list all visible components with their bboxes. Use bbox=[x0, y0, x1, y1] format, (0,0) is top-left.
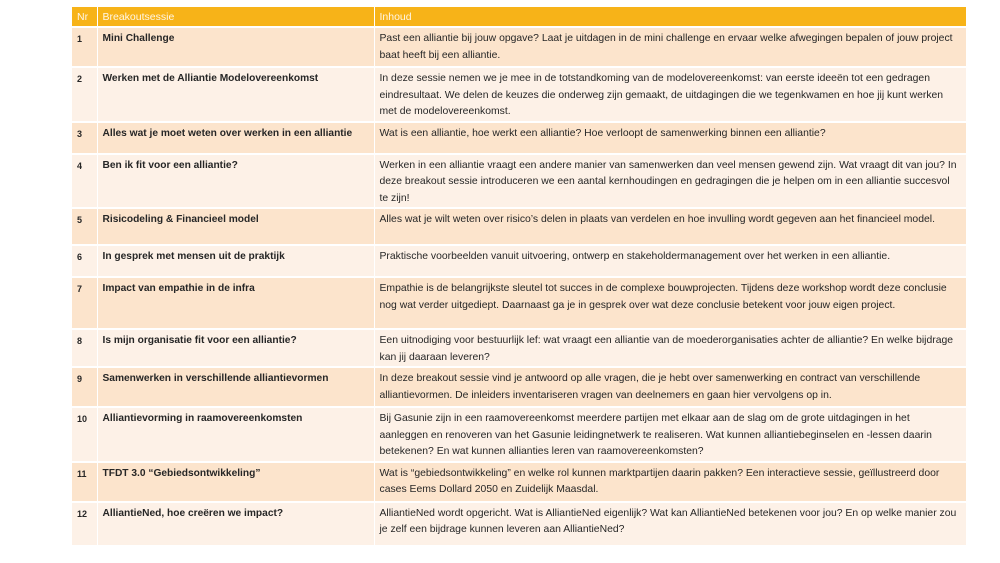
session-content: Een uitnodiging voor bestuurlijk lef: wat vraagt een alliantie van de moederorganisaties achter de alliantie? En welke bijdrage kan jij daaraan leveren? bbox=[374, 329, 966, 367]
table-row bbox=[72, 277, 966, 329]
session-title: Alliantievorming in raamovereenkomsten bbox=[97, 407, 374, 462]
session-content: Wat is een alliantie, hoe werkt een alliantie? Hoe verloopt de samenwerking binnen een alliantie? bbox=[374, 122, 966, 154]
row-number: 10 bbox=[72, 407, 97, 462]
session-content: Werken in een alliantie vraagt een andere manier van samenwerken dan veel mensen gewend zijn. Wat vraagt dit van jou? In deze breakout sessie introduceren we een aantal kernhoudingen en gedragingen die je helpen om in een alliantie succesvol te zijn! bbox=[374, 154, 966, 209]
breakout-sessions-table bbox=[72, 7, 966, 545]
session-title: Alles wat je moet weten over werken in een alliantie bbox=[97, 122, 374, 154]
session-content: In deze breakout sessie vind je antwoord op alle vragen, die je hebt over samenwerking en contract van verschillende alliantievormen. De inleiders inventariseren vragen van deelnemers en gaan hier vervolgens op in. bbox=[374, 367, 966, 407]
table-row bbox=[72, 208, 966, 245]
row-number: 12 bbox=[72, 502, 97, 545]
table-row bbox=[72, 462, 966, 502]
header-nr: Nr bbox=[72, 7, 97, 27]
table-row bbox=[72, 367, 966, 407]
table-header bbox=[72, 7, 966, 27]
session-title: Risicodeling & Financieel model bbox=[97, 208, 374, 245]
session-content: Empathie is de belangrijkste sleutel tot succes in de complexe bouwprojecten. Tijdens deze workshop wordt deze conclusie nog wat verder uitgediept. Daarnaast ga je in gesprek over wat deze conclusie betekent voor jouw eigen project. bbox=[374, 277, 966, 329]
session-content: Alles wat je wilt weten over risico’s delen in plaats van verdelen en hoe invulling wordt gegeven aan het financieel model. bbox=[374, 208, 966, 245]
table-row bbox=[72, 27, 966, 67]
row-number: 1 bbox=[72, 27, 97, 67]
row-number: 3 bbox=[72, 122, 97, 154]
row-number: 6 bbox=[72, 245, 97, 277]
session-title: Ben ik fit voor een alliantie? bbox=[97, 154, 374, 209]
table-row bbox=[72, 154, 966, 209]
session-title: Mini Challenge bbox=[97, 27, 374, 67]
row-number: 7 bbox=[72, 277, 97, 329]
table-row bbox=[72, 122, 966, 154]
session-title: Samenwerken in verschillende alliantievormen bbox=[97, 367, 374, 407]
session-title: AlliantieNed, hoe creëren we impact? bbox=[97, 502, 374, 545]
header-session: Breakoutsessie bbox=[97, 7, 374, 27]
session-title: Werken met de Alliantie Modelovereenkomst bbox=[97, 67, 374, 122]
header-content: Inhoud bbox=[374, 7, 966, 27]
session-title: Impact van empathie in de infra bbox=[97, 277, 374, 329]
table-row bbox=[72, 407, 966, 462]
session-content: In deze sessie nemen we je mee in de totstandkoming van de modelovereenkomst: van eerste ideeën tot een gedragen eindresultaat. We delen de keuzes die onderweg zijn gemaakt, de uitdagingen die we tegenkwamen en hoe jij kunt werken met de modelovereenkomst. bbox=[374, 67, 966, 122]
row-number: 4 bbox=[72, 154, 97, 209]
session-content: Praktische voorbeelden vanuit uitvoering, ontwerp en stakeholdermanagement over het werken in een alliantie. bbox=[374, 245, 966, 277]
session-title: Is mijn organisatie fit voor een alliantie? bbox=[97, 329, 374, 367]
session-content: Bij Gasunie zijn in een raamovereenkomst meerdere partijen met elkaar aan de slag om de grote uitdagingen in het aanleggen en renoveren van het Gasunie leidingnetwerk te realiseren. Wat kunnen alliantiebeginselen en -lessen daarin betekenen? En wat kunnen allianties leren van raamovereenkomsten? bbox=[374, 407, 966, 462]
row-number: 2 bbox=[72, 67, 97, 122]
session-content: AlliantieNed wordt opgericht. Wat is AlliantieNed eigenlijk? Wat kan AlliantieNed betekenen voor jou? En op welke manier zou je zelf een bijdrage kunnen leveren aan AlliantieNed? bbox=[374, 502, 966, 545]
row-number: 11 bbox=[72, 462, 97, 502]
row-number: 8 bbox=[72, 329, 97, 367]
table-row bbox=[72, 502, 966, 545]
session-title: In gesprek met mensen uit de praktijk bbox=[97, 245, 374, 277]
row-number: 9 bbox=[72, 367, 97, 407]
session-content: Past een alliantie bij jouw opgave? Laat je uitdagen in de mini challenge en ervaar welke afwegingen bepalen of jouw project baat heeft bij een alliantie. bbox=[374, 27, 966, 67]
session-content: Wat is “gebiedsontwikkeling” en welke rol kunnen marktpartijen daarin pakken? Een interactieve sessie, geïllustreerd door cases Eems Dollard 2050 en Zuidelijk Maasdal. bbox=[374, 462, 966, 502]
row-number: 5 bbox=[72, 208, 97, 245]
table-row bbox=[72, 245, 966, 277]
table-row bbox=[72, 329, 966, 367]
session-title: TFDT 3.0 “Gebiedsontwikkeling” bbox=[97, 462, 374, 502]
table-row bbox=[72, 67, 966, 122]
